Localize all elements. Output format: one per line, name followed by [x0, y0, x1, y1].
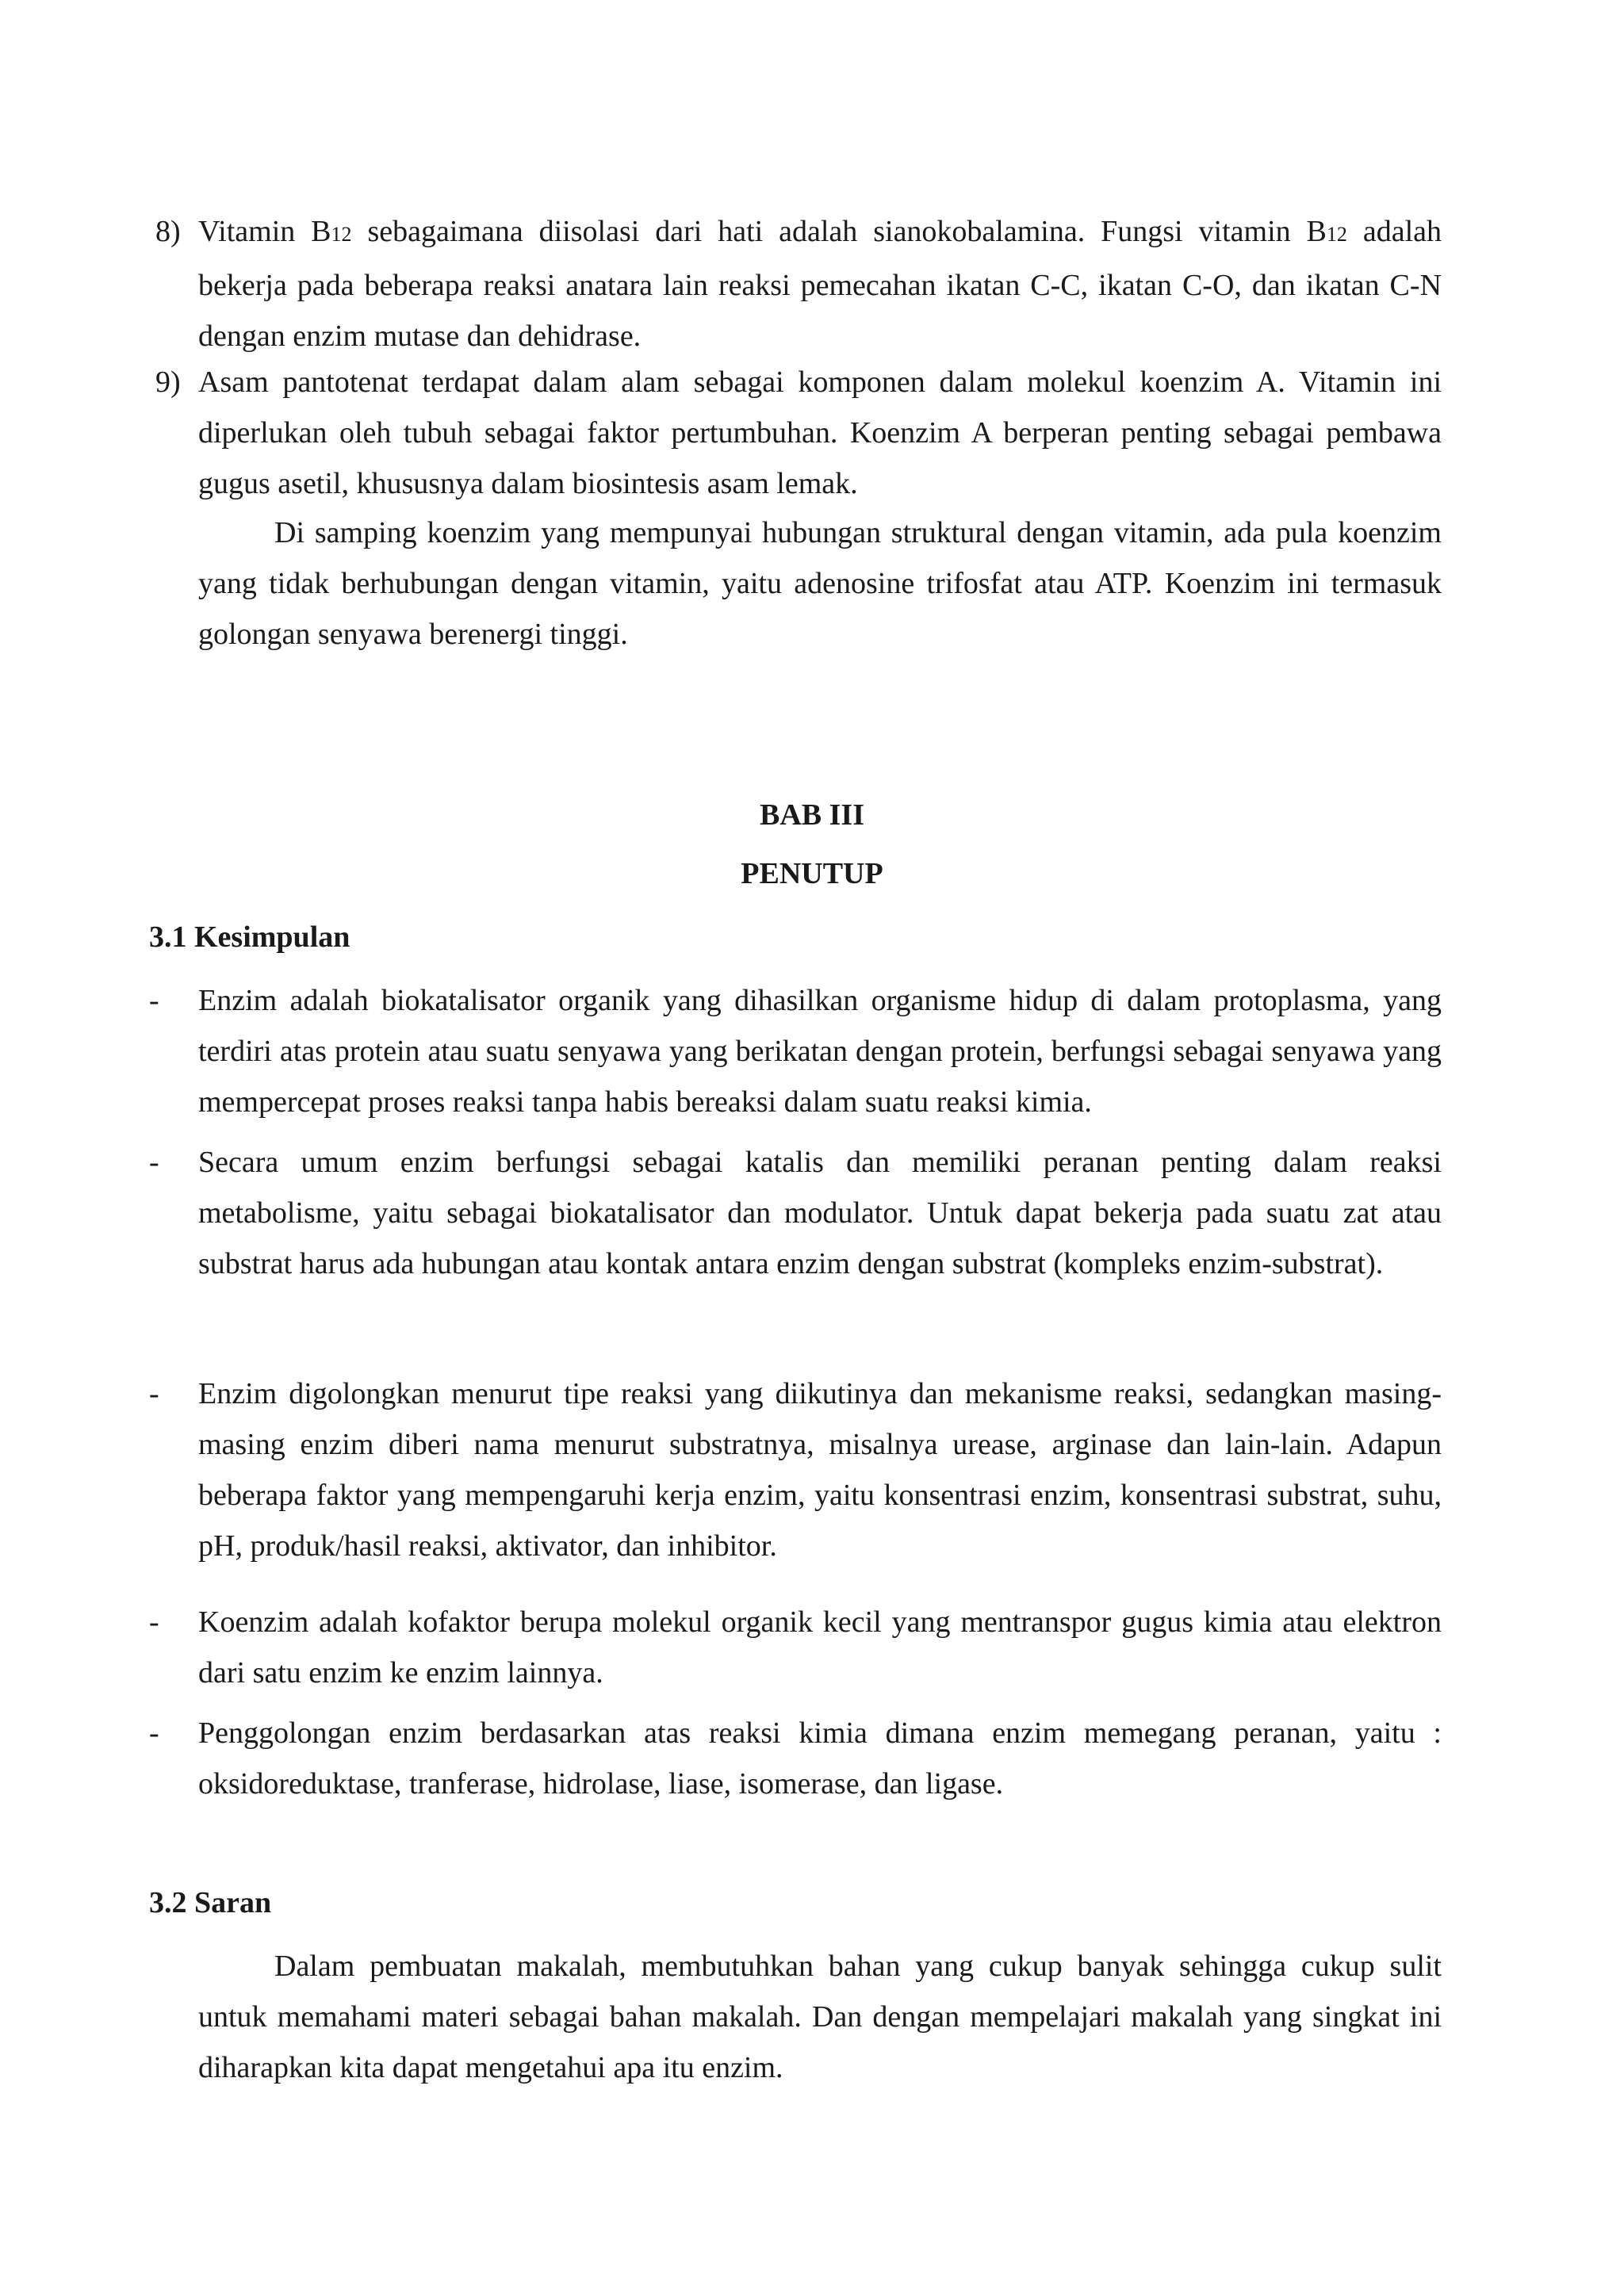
list-item-8	[155, 206, 1442, 362]
section-heading-kesimpulan: 3.1 Kesimpulan	[149, 920, 350, 954]
subscript: 12	[331, 223, 352, 246]
bullet-dash: -	[149, 984, 159, 1017]
bullet-text: Penggolongan enzim berdasarkan atas reaksi kimia dimana enzim memegang peranan, yaitu : oksidoreduktase, tranferase, hidrolase, liase, isomerase, dan ligase.	[198, 1716, 1442, 1800]
chapter-title: PENUTUP	[741, 857, 883, 890]
bullet-text: Enzim digolongkan menurut tipe reaksi yang diikutinya dan mekanisme reaksi, sedangkan masing-masing enzim diberi nama menurut substratnya, misalnya urease, arginase dan lain-lain. Adapun beberapa faktor yang mempengaruhi kerja enzim, yaitu konsentrasi enzim, konsentrasi substrat, suhu, pH, produk/hasil reaksi, aktivator, dan inhibitor.	[198, 1377, 1442, 1563]
text-segment: Vitamin B	[198, 215, 331, 248]
text-segment: sebagaimana diisolasi dari hati adalah sianokobalamina. Fungsi vitamin B	[351, 215, 1327, 248]
list-item-9	[155, 357, 1442, 509]
bullet-text: Enzim adalah biokatalisator organik yang dihasilkan organisme hidup di dalam protoplasma, yang terdiri atas protein atau suatu senyawa yang berikatan dengan protein, berfungsi sebagai senyawa yang mempercepat proses reaksi tanpa habis bereaksi dalam suatu reaksi kimia.	[198, 984, 1442, 1119]
bullet-text: Secara umum enzim berfungsi sebagai katalis dan memiliki peranan penting dalam reaksi metabolisme, yaitu sebagai biokatalisator dan modulator. Untuk dapat bekerja pada suatu zat atau substrat harus ada hubungan atau kontak antara enzim dengan substrat (kompleks enzim-substrat).	[198, 1146, 1442, 1280]
bullet-dash: -	[149, 1377, 159, 1410]
text-segment: adalah bekerja pada beberapa reaksi anatara lain reaksi pemecahan ikatan C-C, ikatan C-O, dan ikatan C-N dengan enzim mutase dan dehidrase.	[198, 215, 1442, 353]
list-item-text: Asam pantotenat terdapat dalam alam sebagai komponen dalam molekul koenzim A. Vitamin ini diperlukan oleh tubuh sebagai faktor pertumbuhan. Koenzim A berperan penting sebagai pembawa gugus asetil, khususnya dalam biosintesis asam lemak.	[198, 365, 1442, 500]
bullet-item	[149, 1708, 1442, 1809]
bullet-dash: -	[149, 1605, 159, 1639]
section-heading-saran: 3.2 Saran	[149, 1886, 272, 1919]
bullet-dash: -	[149, 1716, 159, 1750]
chapter-label: BAB III	[760, 798, 864, 832]
list-number: 8)	[155, 215, 181, 248]
subscript: 12	[1326, 223, 1347, 246]
bullet-item	[149, 1597, 1442, 1698]
list-number: 9)	[155, 365, 181, 399]
bullet-text: Koenzim adalah kofaktor berupa molekul organik kecil yang mentranspor gugus kimia atau elektron dari satu enzim ke enzim lainnya.	[198, 1605, 1442, 1689]
bullet-item	[149, 1368, 1442, 1571]
coenzyme-paragraph: Di samping koenzim yang mempunyai hubungan struktural dengan vitamin, ada pula koenzim yang tidak berhubungan dengan vitamin, yaitu adenosine trifosfat atau ATP. Koenzim ini termasuk golongan senyawa berenergi tinggi.	[198, 516, 1442, 651]
bullet-dash: -	[149, 1146, 159, 1179]
saran-paragraph: Dalam pembuatan makalah, membutuhkan bahan yang cukup banyak sehingga cukup sulit untuk memahami materi sebagai bahan makalah. Dan dengan mempelajari makalah yang singkat ini diharapkan kita dapat mengetahui apa itu enzim.	[198, 1950, 1442, 2084]
bullet-item	[149, 1137, 1442, 1289]
bullet-item	[149, 975, 1442, 1127]
list-item-text	[198, 206, 1442, 362]
